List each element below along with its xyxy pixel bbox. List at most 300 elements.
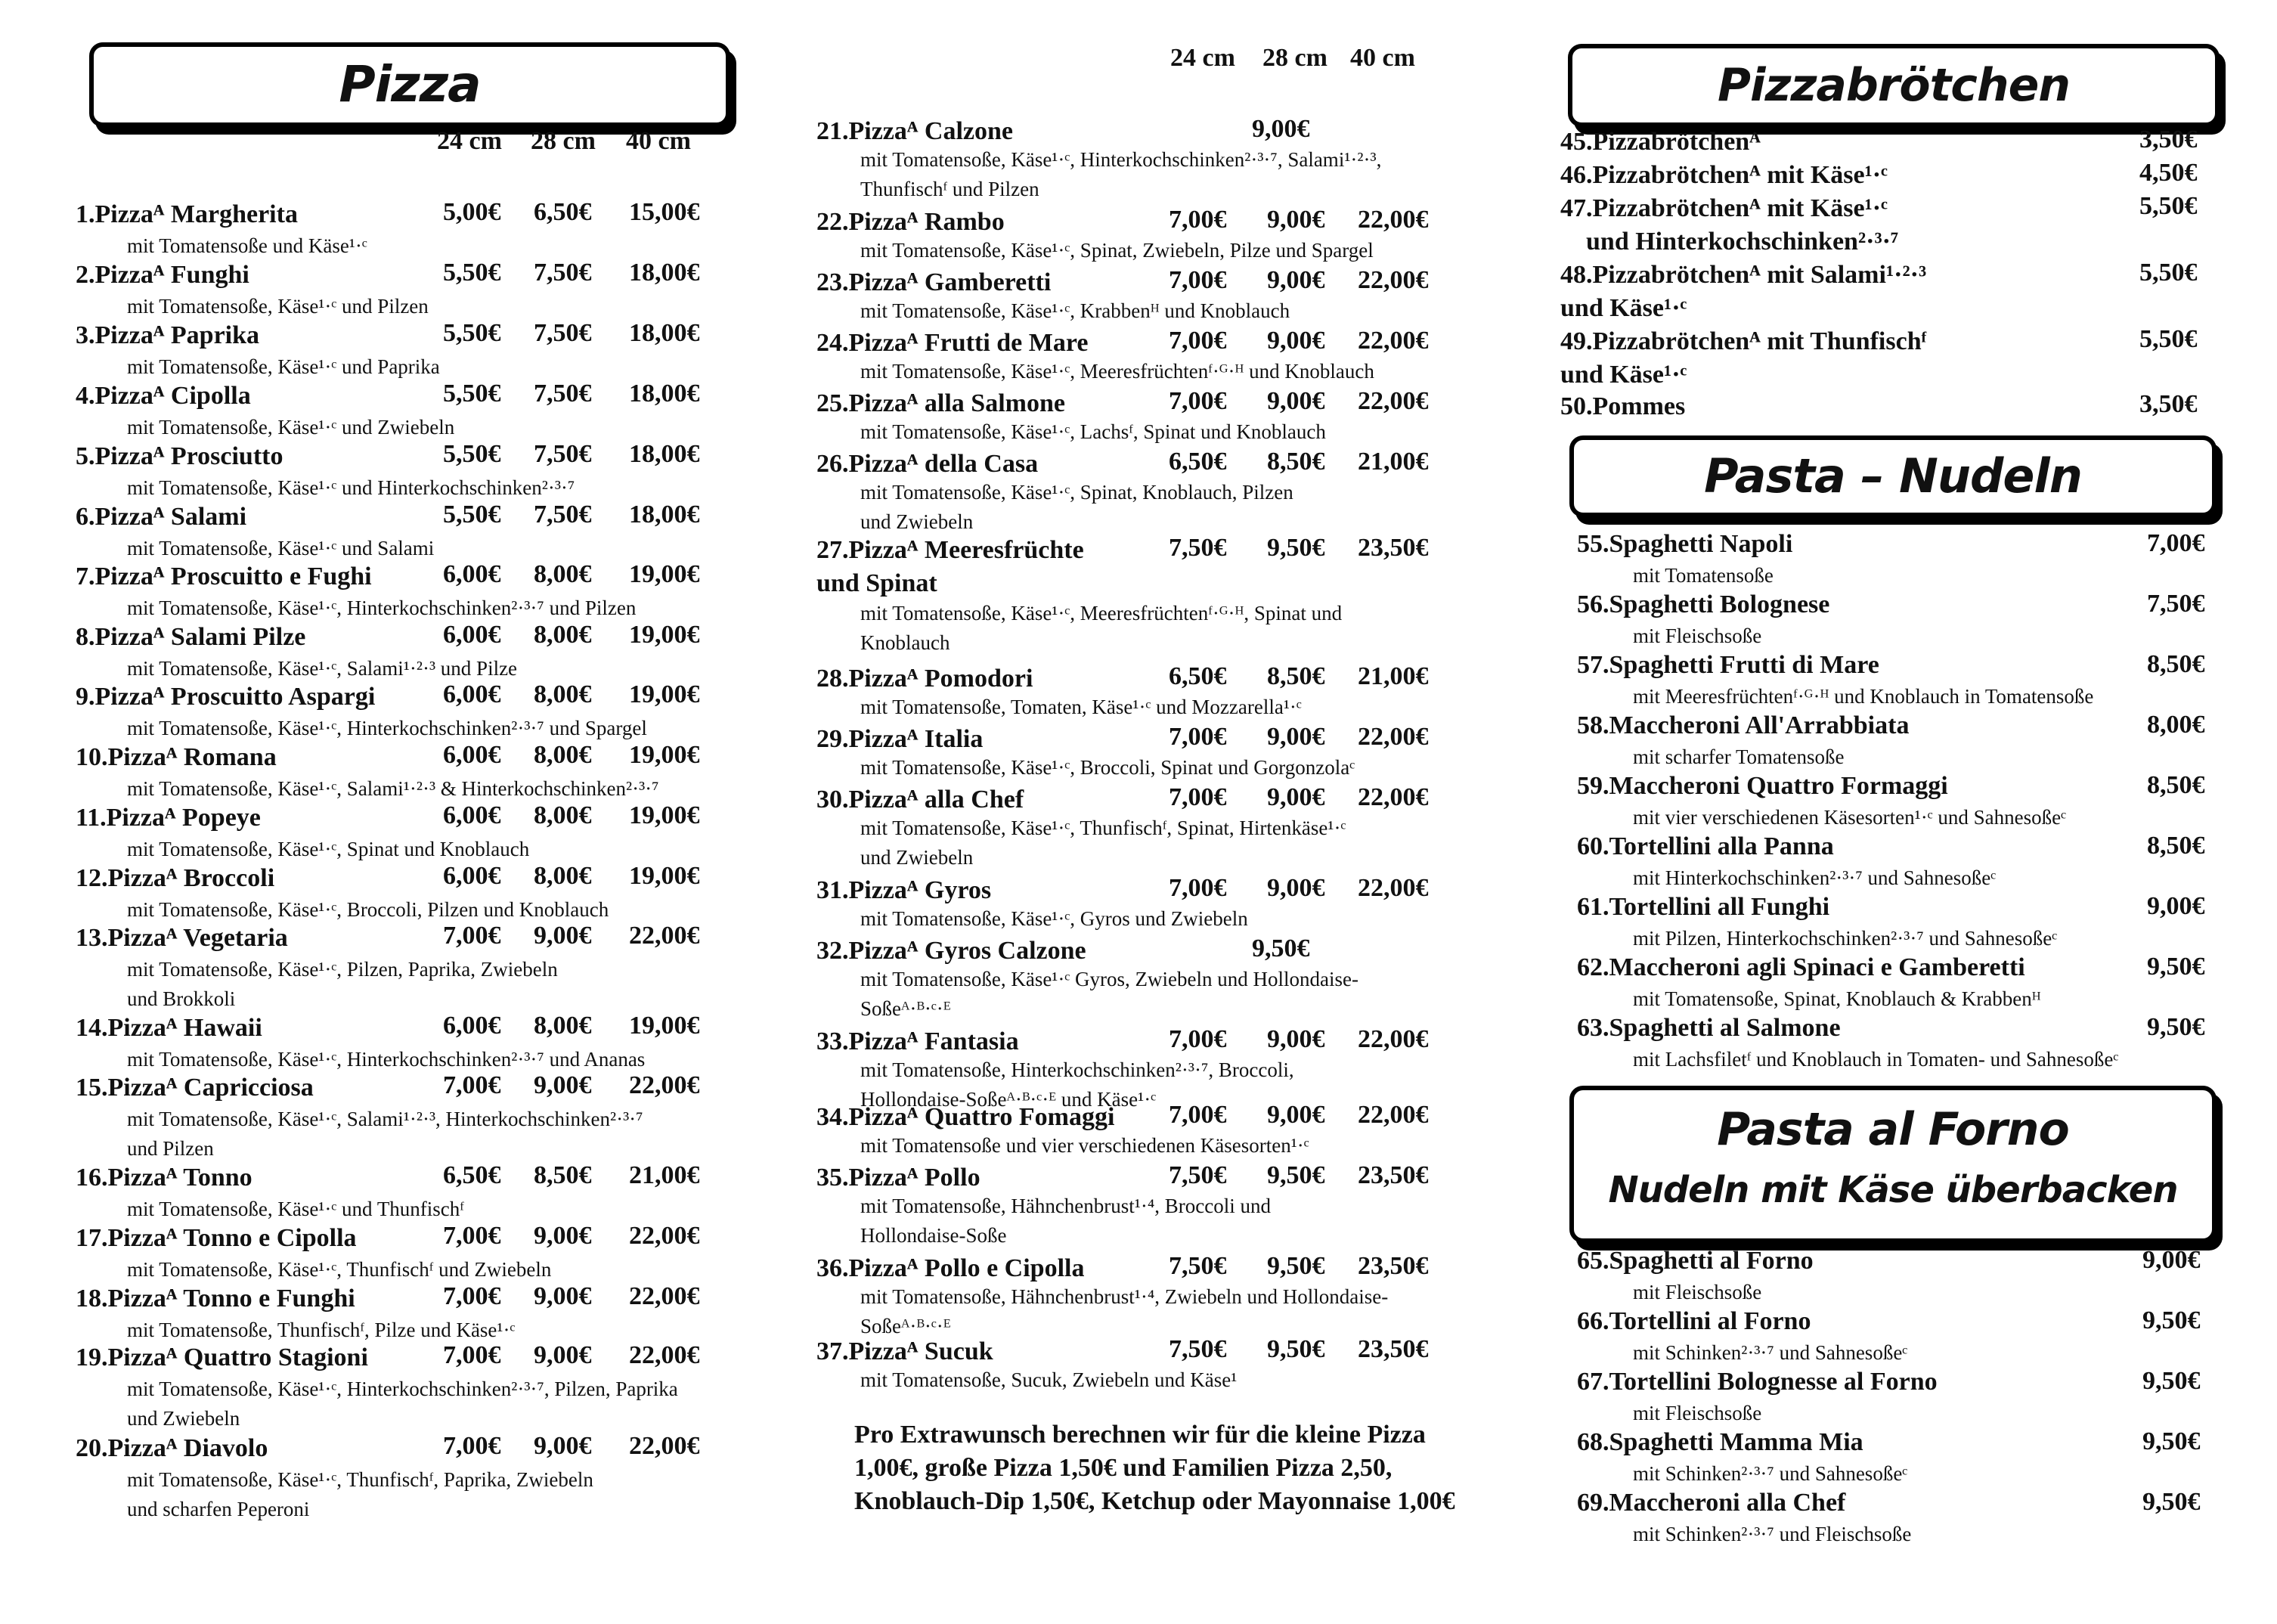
menu-item: [68, 741, 748, 800]
menu-item: [809, 1101, 1489, 1157]
item-title: Pizzaᴬ Paprika: [94, 321, 260, 349]
menu-item: [809, 1252, 1489, 1337]
pasta-header: [1569, 435, 2217, 517]
item-title: Pizzaᴬ della Casa: [848, 450, 1039, 478]
item-number: 20.: [76, 1434, 108, 1462]
menu-item: [68, 198, 748, 257]
item-title: Pizzaᴬ Proscuitto Aspargi: [94, 683, 376, 711]
item-price: 8,50€: [2147, 771, 2205, 799]
price-large: 23,50€: [1358, 1161, 1429, 1189]
item-description: mit Fleischsoße: [1633, 624, 1762, 647]
item-number: 19.: [76, 1344, 108, 1371]
item-title: Pizzaᴬ Tonno: [107, 1164, 252, 1192]
item-price: 5,50€: [2139, 192, 2198, 220]
price-medium: 9,50€: [1267, 534, 1325, 562]
item-number: 28.: [816, 665, 849, 693]
price-large: 22,00€: [1358, 783, 1429, 811]
item-title: Pizzaᴬ Pollo: [848, 1164, 981, 1192]
item-title: Pizzaᴬ Diavolo: [107, 1434, 268, 1462]
menu-item: [809, 534, 1489, 654]
price-small: 6,50€: [1169, 662, 1227, 690]
item-price: 4,50€: [2139, 159, 2198, 187]
item-description: mit vier verschiedenen Käsesorten¹·ᶜ und Sahnesoßeᶜ: [1633, 806, 2066, 829]
price-large: 22,00€: [1358, 1101, 1429, 1129]
price-small: 7,50€: [1169, 1252, 1227, 1280]
item-title: Pizzaᴬ Frutti de Mare: [848, 329, 1089, 357]
item-title: Pizzaᴬ Hawaii: [107, 1014, 262, 1042]
size-24: 24 cm: [1170, 44, 1235, 72]
item-title: Pizzaᴬ alla Salmone: [848, 389, 1065, 417]
price-medium: 9,50€: [1267, 1335, 1325, 1363]
item-number: 23.: [816, 268, 849, 296]
item-number: 1.: [76, 200, 95, 228]
menu-item: [809, 662, 1489, 718]
item-name: [76, 560, 372, 594]
menu-item: [809, 387, 1489, 443]
item-price: 9,00€: [2142, 1246, 2201, 1274]
price-medium: 7,50€: [534, 501, 592, 528]
item-title: Pizzaᴬ Proscuitto e Fughi: [94, 563, 372, 590]
price-small: 5,50€: [443, 259, 501, 287]
price-small: 5,00€: [443, 198, 501, 226]
item-name: [816, 723, 983, 756]
price-large: 19,00€: [629, 741, 700, 769]
price-large: 18,00€: [629, 319, 700, 347]
price-large: 23,50€: [1358, 534, 1429, 562]
menu-item: [68, 801, 748, 860]
item-name: [76, 1012, 262, 1045]
item-name: [76, 1341, 368, 1375]
item-title: Pizzaᴬ Gamberetti: [848, 268, 1052, 296]
item-title: Pizzaᴬ Funghi: [94, 261, 249, 289]
item-price: 9,50€: [2142, 1367, 2201, 1395]
item-description: mit Tomatensoße, Käse¹·ᶜ, Broccoli, Pilzen und Knoblauch: [127, 898, 609, 921]
price-small: 6,00€: [443, 560, 501, 588]
item-title: Pizzaᴬ Quattro Fomaggi: [848, 1103, 1115, 1131]
pizza2-size-headers: [809, 44, 1489, 74]
price-small: 7,00€: [443, 1432, 501, 1460]
item-title: Pizzaᴬ Rambo: [848, 208, 1005, 236]
item-title: Tortellini al Forno: [1609, 1307, 1811, 1335]
menu-item: [68, 680, 748, 739]
item-number: 35.: [816, 1164, 849, 1192]
menu-item: [68, 1282, 748, 1341]
item-number: 45.: [1560, 128, 1593, 156]
item-title: Pizzaᴬ Broccoli: [107, 864, 275, 892]
menu-item: [68, 1432, 748, 1520]
item-name: [76, 922, 288, 955]
item-number: 36.: [816, 1254, 849, 1282]
price-medium: 9,00€: [1267, 206, 1325, 234]
item-description: mit Tomatensoße, Käse¹·ᶜ, Thunfischᶠ und Zwiebeln: [127, 1258, 552, 1281]
item-description: mit Hinterkochschinken²·³·⁷ und Sahnesoßeᶜ: [1633, 866, 1997, 889]
item-description: mit Tomatensoße, Käse¹·ᶜ und Salami: [127, 537, 435, 559]
menu-item: [809, 448, 1489, 533]
price-medium: 9,00€: [534, 1222, 592, 1250]
item-name: [1577, 1488, 1845, 1518]
item-name: [1577, 1367, 1938, 1397]
price-large: 19,00€: [629, 801, 700, 829]
price-medium: 8,00€: [534, 680, 592, 708]
item-price: 9,00€: [2147, 892, 2205, 920]
price-small: 5,50€: [443, 440, 501, 468]
item-name: [816, 1101, 1114, 1134]
price-small: 6,00€: [443, 680, 501, 708]
item-title: Pizzaᴬ Sucuk: [848, 1337, 993, 1365]
price-small: 5,50€: [443, 501, 501, 528]
item-number: 27.: [816, 536, 849, 564]
item-description: mit Tomatensoße, Käse¹·ᶜ, Spinat und Knoblauch: [127, 838, 530, 860]
menu-item: [809, 206, 1489, 262]
item-title: Maccheroni All'Arrabbiata: [1609, 711, 1910, 739]
item-price: 9,50€: [2142, 1306, 2201, 1334]
price-large: 19,00€: [629, 560, 700, 588]
price-small: 7,00€: [1169, 1101, 1227, 1129]
item-description: mit Tomatensoße, Käse¹·ᶜ, Salami¹·²·³ & Hinterkochschinken²·³·⁷: [127, 777, 659, 800]
item-name: [76, 1071, 314, 1105]
price-medium: 9,00€: [1267, 266, 1325, 294]
price-large: 22,00€: [629, 1432, 700, 1460]
item-number: 18.: [76, 1285, 108, 1313]
item-description: mit Tomatensoße, Hähnchenbrust¹·⁴, Zwiebeln und Hollondaise- Soßeᴬ·ᴮ·ᶜ·ᴱ: [860, 1285, 1389, 1337]
item-number: 48.: [1560, 261, 1593, 289]
item-name: [816, 387, 1065, 420]
item-description: mit Fleischsoße: [1633, 1402, 1762, 1424]
item-name: [76, 741, 277, 774]
item-price: 5,50€: [2139, 259, 2198, 287]
item-description: mit Tomatensoße, Käse¹·ᶜ, Salami¹·²·³, Hinterkochschinken²·³·⁷ und Pilzen: [127, 1108, 643, 1160]
item-number: 56.: [1577, 590, 1609, 618]
item-name: [76, 198, 298, 231]
item-name: [1577, 771, 1948, 801]
item-title: Pizzabrötchenᴬ mit Käse¹·ᶜ und Hinterkochschinken²·³·⁷: [1586, 194, 1899, 256]
menu-item: [809, 783, 1489, 869]
item-name: [1560, 390, 1685, 423]
item-name: [76, 440, 283, 473]
forno-subtitle: Nudeln mit Käse überbacken: [1608, 1169, 2178, 1211]
price-medium: 9,00€: [1267, 1025, 1325, 1053]
item-name: [816, 874, 991, 907]
item-title: Maccheroni Quattro Formaggi: [1609, 772, 1948, 800]
item-number: 16.: [76, 1164, 108, 1192]
item-number: 30.: [816, 786, 849, 814]
price-large: 22,00€: [1358, 1025, 1429, 1053]
item-name: [76, 801, 261, 835]
item-name: [1577, 711, 1909, 741]
item-name: [76, 1222, 357, 1255]
item-number: 3.: [76, 321, 95, 349]
broetchen-title: Pizzabrötchen: [1717, 59, 2070, 112]
price-small: 7,00€: [443, 922, 501, 950]
menu-item: [809, 327, 1489, 383]
price-large: 22,00€: [1358, 874, 1429, 902]
item-description: mit Tomatensoße und vier verschiedenen Käsesorten¹·ᶜ: [860, 1134, 1309, 1157]
item-description: mit Tomatensoße, Sucuk, Zwiebeln und Käse¹: [860, 1368, 1238, 1391]
item-name: [76, 862, 274, 895]
item-description: mit Tomatensoße, Käse¹·ᶜ und Thunfischᶠ: [127, 1198, 464, 1220]
item-number: 12.: [76, 864, 108, 892]
price-large: 19,00€: [629, 862, 700, 890]
price-medium: 7,50€: [534, 380, 592, 408]
item-number: 9.: [76, 683, 95, 711]
item-description: mit Tomatensoße, Thunfischᶠ, Pilze und Käse¹·ᶜ: [127, 1319, 516, 1341]
price-medium: 9,00€: [534, 922, 592, 950]
item-title: Spaghetti Frutti di Mare: [1609, 651, 1879, 679]
price-large: 19,00€: [629, 621, 700, 649]
price-medium: 7,50€: [534, 319, 592, 347]
item-number: 49.: [1560, 327, 1593, 355]
item-description: mit Tomatensoße: [1633, 564, 1774, 587]
price-medium: 7,50€: [534, 440, 592, 468]
item-description: mit Tomatensoße, Käse¹·ᶜ, Spinat, Knoblauch, Pilzen und Zwiebeln: [860, 481, 1293, 533]
item-description: mit Schinken²·³·⁷ und Fleischsoße: [1633, 1523, 1912, 1545]
item-title: Spaghetti al Forno: [1609, 1247, 1814, 1275]
item-name: [816, 266, 1051, 299]
price-small: 5,50€: [443, 319, 501, 347]
menu-item: [68, 1341, 748, 1430]
item-description: mit Tomatensoße, Käse¹·ᶜ, Hinterkochschinken²·³·⁷, Pilzen, Paprika und Zwiebeln: [127, 1378, 678, 1430]
item-number: 10.: [76, 743, 108, 771]
item-title: Pizzaᴬ Cipolla: [94, 382, 251, 410]
price-medium: 9,00€: [534, 1432, 592, 1460]
item-description: mit Tomatensoße, Käse¹·ᶜ, Thunfischᶠ, Spinat, Hirtenkäse¹·ᶜ und Zwiebeln: [860, 817, 1346, 869]
menu-item: [809, 1335, 1489, 1391]
item-number: 66.: [1577, 1307, 1609, 1335]
menu-item: [809, 115, 1489, 200]
menu-item: [68, 319, 748, 378]
item-number: 69.: [1577, 1489, 1609, 1517]
item-name: [76, 380, 251, 413]
item-description: mit Tomatensoße, Käse¹·ᶜ und Paprika: [127, 355, 440, 378]
price-small: 7,50€: [1169, 1161, 1227, 1189]
item-number: 17.: [76, 1224, 108, 1252]
extra-wish-note: Pro Extrawunsch berechnen wir für die kleine Pizza 1,00€, große Pizza 1,50€ und Familien Pizza 2,50, Knoblauch-Dip 1,50€, Ketchup oder Mayonnaise 1,00€: [854, 1421, 1455, 1515]
item-description: mit Tomatensoße, Käse¹·ᶜ und Hinterkochschinken²·³·⁷: [127, 476, 575, 499]
item-title: Pizzaᴬ Quattro Stagioni: [107, 1344, 368, 1371]
item-description: mit Tomatensoße, Tomaten, Käse¹·ᶜ und Mozzarella¹·ᶜ: [860, 696, 1302, 718]
item-title: Pizzaᴬ Pollo e Cipolla: [848, 1254, 1085, 1282]
menu-item: [809, 1025, 1489, 1111]
menu-item: [68, 560, 748, 619]
price-large: 19,00€: [629, 1012, 700, 1040]
price-small: 6,00€: [443, 1012, 501, 1040]
item-number: 15.: [76, 1074, 108, 1102]
item-name: [1560, 325, 1926, 392]
item-description: mit Tomatensoße, Käse¹·ᶜ, Spinat, Zwiebeln, Pilze und Spargel: [860, 239, 1374, 262]
item-number: 22.: [816, 208, 849, 236]
price-large: 18,00€: [629, 380, 700, 408]
size-24: 24 cm: [437, 127, 502, 155]
item-title: Pizzaᴬ Romana: [107, 743, 277, 771]
price-large: 21,00€: [1358, 662, 1429, 690]
price-small: 9,00€: [1252, 115, 1310, 143]
item-name: [816, 1025, 1019, 1058]
item-title: Pizzaᴬ Italia: [848, 725, 984, 753]
item-title: Pizzaᴬ Pomodori: [848, 665, 1033, 693]
item-title: Spaghetti Napoli: [1609, 530, 1793, 558]
item-title: Pizzaᴬ Popeye: [106, 804, 261, 832]
item-number: 55.: [1577, 530, 1609, 558]
price-large: 22,00€: [1358, 327, 1429, 355]
item-price: 7,00€: [2147, 529, 2205, 557]
menu-item: [809, 1161, 1489, 1247]
item-title: Pizzabrötchenᴬ mit Thunfischᶠ und Käse¹·ᶜ: [1560, 327, 1927, 389]
item-price: 7,50€: [2147, 590, 2205, 618]
item-title: Pizzaᴬ Fantasia: [848, 1027, 1019, 1055]
item-name: [816, 934, 1086, 968]
pasta-title: Pasta – Nudeln: [1704, 448, 2082, 504]
item-description: mit Tomatensoße, Käse¹·ᶜ, Thunfischᶠ, Paprika, Zwiebeln und scharfen Peperoni: [127, 1468, 593, 1520]
item-name: [1577, 529, 1792, 559]
item-title: Pizzaᴬ Tonno e Funghi: [107, 1285, 355, 1313]
item-name: [1577, 1013, 1841, 1043]
item-name: [1560, 259, 1926, 325]
menu-item: [68, 501, 748, 559]
menu-item: [809, 934, 1489, 1020]
price-small: 6,50€: [443, 1161, 501, 1189]
price-medium: 8,00€: [534, 621, 592, 649]
menu-item: [68, 440, 748, 499]
price-small: 7,00€: [1169, 1025, 1227, 1053]
item-number: 4.: [76, 382, 95, 410]
menu-item: [68, 922, 748, 1010]
item-description: mit Tomatensoße, Käse¹·ᶜ und Pilzen: [127, 295, 429, 318]
price-large: 22,00€: [629, 1341, 700, 1369]
size-40: 40 cm: [626, 127, 691, 155]
item-description: mit Tomatensoße, Käse¹·ᶜ, Salami¹·²·³ und Pilze: [127, 657, 518, 680]
item-name: [1577, 1246, 1814, 1276]
item-description: mit Tomatensoße, Hinterkochschinken²·³·⁷, Broccoli, Hollondaise-Soßeᴬ·ᴮ·ᶜ·ᴱ und Käse¹·ᶜ: [860, 1058, 1294, 1111]
item-number: 24.: [816, 329, 849, 357]
menu-item: [68, 1071, 748, 1160]
item-title: Pizzaᴬ Vegetaria: [107, 924, 288, 952]
item-name: [1577, 1427, 1863, 1458]
menu-item: [809, 266, 1489, 322]
item-number: 25.: [816, 389, 849, 417]
menu-item: [68, 621, 748, 680]
item-name: [1577, 650, 1879, 680]
item-price: 9,50€: [2147, 1013, 2205, 1041]
item-number: 57.: [1577, 651, 1609, 679]
price-large: 22,00€: [1358, 387, 1429, 415]
item-price: 3,50€: [2139, 390, 2198, 418]
item-title: Pizzaᴬ Gyros Calzone: [848, 937, 1086, 965]
item-name: [1560, 192, 1898, 259]
item-number: 29.: [816, 725, 849, 753]
item-title: Pizzaᴬ Capricciosa: [107, 1074, 314, 1102]
price-large: 22,00€: [1358, 723, 1429, 751]
item-number: 59.: [1577, 772, 1609, 800]
item-description: mit Pilzen, Hinterkochschinken²·³·⁷ und Sahnesoßeᶜ: [1633, 927, 2058, 950]
item-number: 58.: [1577, 711, 1609, 739]
price-small: 6,00€: [443, 862, 501, 890]
pizza-size-headers: [68, 127, 748, 157]
price-small: 5,50€: [443, 380, 501, 408]
item-title: Tortellini all Funghi: [1609, 893, 1830, 921]
item-name: [1560, 159, 1888, 192]
item-description: mit Tomatensoße, Käse¹·ᶜ, Hinterkochschinken²·³·⁷ und Pilzen: [127, 597, 637, 619]
price-large: 23,50€: [1358, 1252, 1429, 1280]
item-number: 60.: [1577, 832, 1609, 860]
price-medium: 8,00€: [534, 862, 592, 890]
item-name: [816, 206, 1005, 239]
item-title: Pizzaᴬ Calzone: [848, 117, 1013, 145]
price-large: 22,00€: [1358, 206, 1429, 234]
item-name: [816, 1252, 1084, 1285]
price-small: 7,00€: [1169, 874, 1227, 902]
price-small: 6,00€: [443, 621, 501, 649]
item-title: Maccheroni alla Chef: [1609, 1489, 1846, 1517]
item-name: [816, 1161, 981, 1195]
price-medium: 9,00€: [1267, 874, 1325, 902]
item-number: 63.: [1577, 1014, 1609, 1042]
item-name: [1577, 1306, 1811, 1337]
item-description: mit scharfer Tomatensoße: [1633, 745, 1845, 768]
item-number: 47.: [1560, 194, 1593, 222]
item-title: Pizzaᴬ Meeresfrüchte und Spinat: [816, 536, 1084, 597]
price-medium: 9,00€: [534, 1341, 592, 1369]
item-number: 62.: [1577, 953, 1609, 981]
item-title: Pizzabrötchenᴬ mit Salami¹·²·³ und Käse¹·ᶜ: [1560, 261, 1927, 322]
item-name: [816, 448, 1038, 481]
price-medium: 8,50€: [534, 1161, 592, 1189]
item-number: 34.: [816, 1103, 849, 1131]
price-large: 23,50€: [1358, 1335, 1429, 1363]
price-small: 7,50€: [1169, 534, 1227, 562]
item-number: 6.: [76, 503, 95, 531]
size-28: 28 cm: [1262, 44, 1327, 72]
price-small: 7,00€: [1169, 387, 1227, 415]
price-small: 7,00€: [443, 1282, 501, 1310]
item-name: [76, 319, 259, 352]
item-number: 50.: [1560, 392, 1593, 420]
item-name: [816, 783, 1024, 817]
item-number: 46.: [1560, 161, 1593, 189]
menu-item: [68, 1222, 748, 1281]
item-description: mit Tomatensoße und Käse¹·ᶜ: [127, 234, 367, 257]
item-description: mit Tomatensoße, Käse¹·ᶜ, Krabbenᴴ und Knoblauch: [860, 299, 1290, 322]
item-title: Pizzaᴬ Tonno e Cipolla: [107, 1224, 357, 1252]
forno-title: Pasta al Forno: [1717, 1103, 2069, 1156]
size-28: 28 cm: [531, 127, 596, 155]
price-medium: 9,00€: [534, 1071, 592, 1099]
item-number: 32.: [816, 937, 849, 965]
item-title: Pizzabrötchenᴬ: [1592, 128, 1761, 156]
item-number: 8.: [76, 623, 95, 651]
item-name: [816, 662, 1033, 696]
item-description: mit Schinken²·³·⁷ und Sahnesoßeᶜ: [1633, 1341, 1908, 1364]
item-number: 13.: [76, 924, 108, 952]
item-description: mit Tomatensoße, Käse¹·ᶜ, Lachsᶠ, Spinat und Knoblauch: [860, 420, 1326, 443]
item-title: Spaghetti Bolognese: [1609, 590, 1830, 618]
item-description: mit Schinken²·³·⁷ und Sahnesoßeᶜ: [1633, 1462, 1908, 1485]
price-medium: 7,50€: [534, 259, 592, 287]
price-medium: 9,50€: [1267, 1252, 1325, 1280]
item-name: [1560, 126, 1761, 159]
item-title: Spaghetti al Salmone: [1609, 1014, 1841, 1042]
item-number: 33.: [816, 1027, 849, 1055]
price-small: 7,00€: [443, 1341, 501, 1369]
menu-item: [68, 259, 748, 318]
price-large: 18,00€: [629, 259, 700, 287]
item-description: mit Tomatensoße, Käse¹·ᶜ, Hinterkochschinken²·³·⁷ und Ananas: [127, 1048, 646, 1071]
item-description: mit Meeresfrüchtenᶠ·ᴳ·ᴴ und Knoblauch in Tomatensoße: [1633, 685, 2094, 708]
price-large: 22,00€: [629, 1222, 700, 1250]
item-description: mit Tomatensoße, Käse¹·ᶜ, Hinterkochschinken²·³·⁷ und Spargel: [127, 717, 647, 739]
price-small: 6,00€: [443, 801, 501, 829]
menu-item: [809, 874, 1489, 930]
item-description: mit Tomatensoße, Käse¹·ᶜ, Meeresfrüchtenᶠ·ᴳ·ᴴ, Spinat und Knoblauch: [860, 602, 1343, 654]
